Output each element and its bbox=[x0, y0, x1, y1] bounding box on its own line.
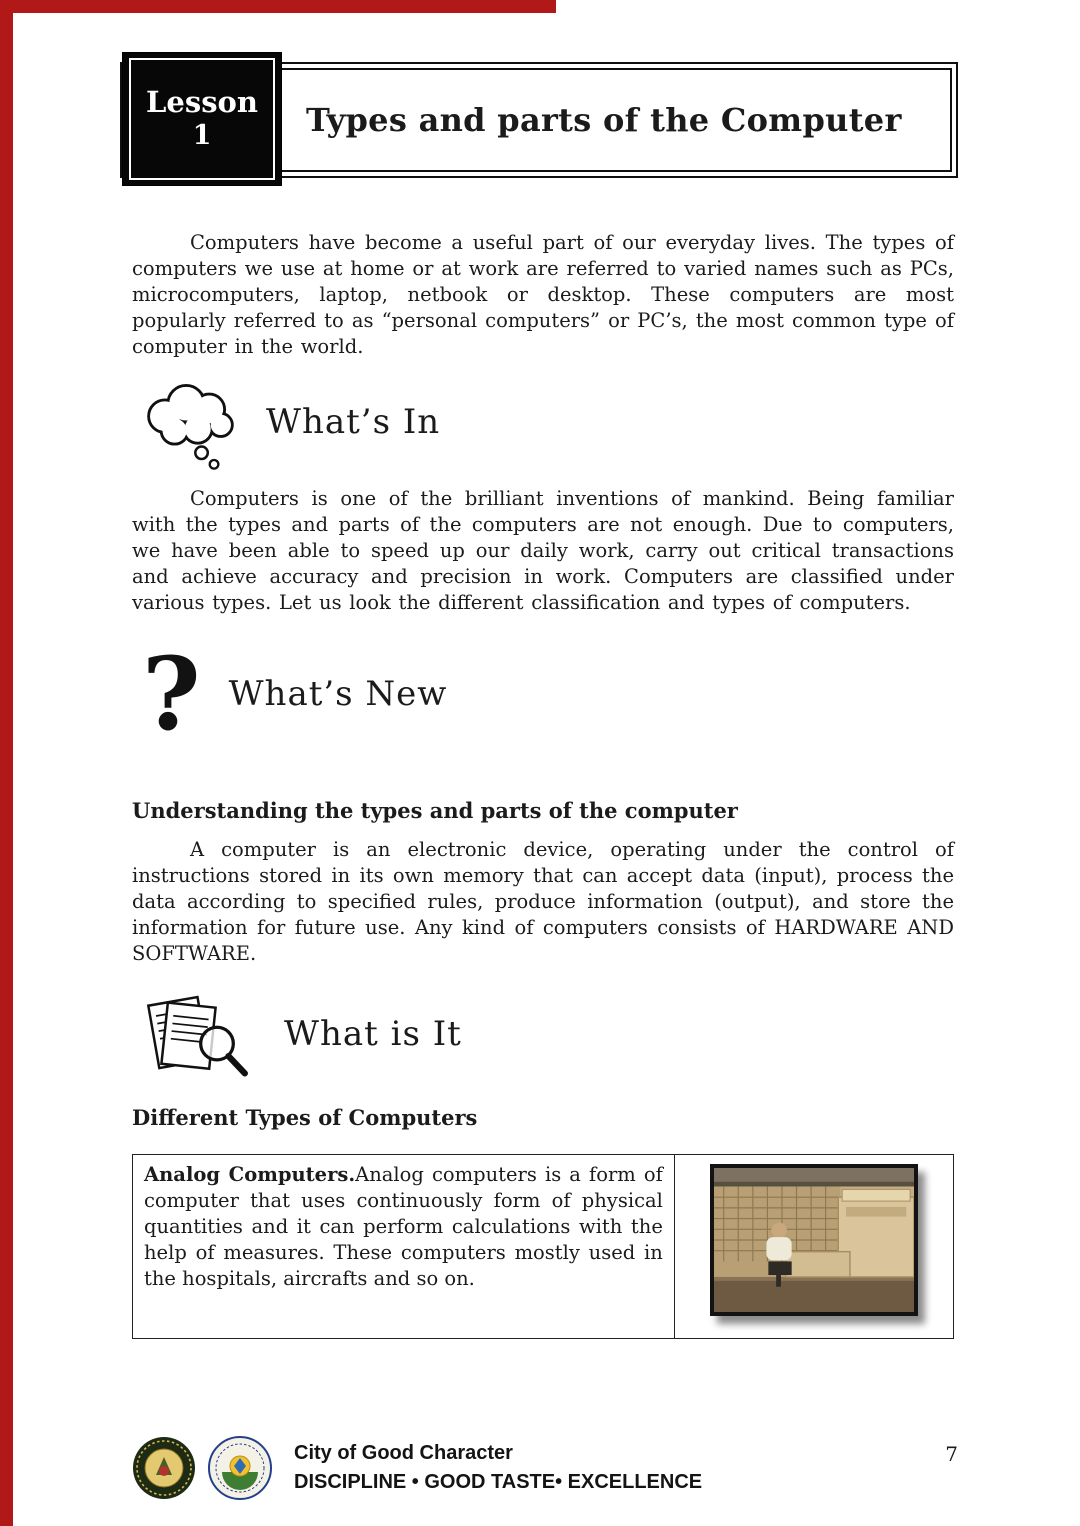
footer-line-2: DISCIPLINE • GOOD TASTE• EXCELLENCE bbox=[294, 1471, 703, 1493]
lesson-number-box bbox=[122, 52, 282, 186]
table-row-analog-computers bbox=[133, 1155, 954, 1339]
lesson-number: 1 bbox=[192, 120, 212, 152]
page-accent-left-bar bbox=[0, 0, 13, 1526]
analog-computers-text-cell bbox=[133, 1155, 675, 1339]
lesson-label: Lesson bbox=[146, 85, 258, 120]
subheading-different-types: Different Types of Computers bbox=[132, 1105, 478, 1131]
lesson-header bbox=[120, 52, 958, 186]
thought-cloud-icon bbox=[132, 372, 248, 472]
whats-in-paragraph: Computers is one of the brilliant inventions of mankind. Being familiar with the types and parts of the computers are not enough. Due to computers, we have been able to speed up our daily work, carry out critical transactions and achieve accuracy and precision in work. Computers are classified under various types. Let us look the different classification and types of computers. bbox=[132, 487, 954, 615]
analog-computer-photo bbox=[710, 1164, 918, 1316]
subheading-understanding-types: Understanding the types and parts of the computer bbox=[132, 798, 738, 824]
section-head-whats-new bbox=[132, 634, 954, 753]
page-number: 7 bbox=[945, 1442, 958, 1466]
footer-logos bbox=[132, 1436, 272, 1500]
search-documents-icon bbox=[130, 986, 256, 1082]
page-footer bbox=[132, 1436, 958, 1500]
section-heading-whats-in: What’s In bbox=[266, 402, 441, 443]
footer-line-1: City of Good Character bbox=[294, 1442, 513, 1464]
section-head-what-is-it bbox=[132, 985, 954, 1083]
page-title: Types and parts of the Computer bbox=[306, 101, 902, 139]
question-mark-icon: ? bbox=[142, 634, 201, 753]
types-table bbox=[132, 1154, 954, 1339]
city-seal-logo bbox=[208, 1436, 272, 1500]
section-heading-whats-new: What’s New bbox=[228, 674, 448, 715]
page-accent-top-bar bbox=[0, 0, 556, 13]
analog-computer-photo-image bbox=[714, 1168, 914, 1312]
section-heading-what-is-it: What is It bbox=[284, 1014, 462, 1055]
whats-new-paragraph: A computer is an electronic device, operating under the control of instructions stored in its own memory that can accept data (input), process the data according to specified rules, produce information (output), and store the information for future use. Any kind of computers consists of HARDWARE AND SOFTWARE. bbox=[132, 838, 954, 966]
type-term: Analog Computers. bbox=[144, 1163, 356, 1187]
intro-paragraph: Computers have become a useful part of our everyday lives. The types of computers we use at home or at work are referred to varied names such as PCs, microcomputers, laptop, netbook or desktop. These computers are most popularly referred to as “personal computers” or PC’s, the most common type of computer in the world. bbox=[132, 231, 954, 359]
section-head-whats-in bbox=[132, 372, 954, 472]
analog-computers-photo-cell bbox=[674, 1155, 953, 1339]
division-seal-logo bbox=[132, 1436, 196, 1500]
type-description: Analog computers is a form of computer that uses continuously form of physical quantities and it can perform calculations with the help of measures. These computers mostly used in the hospitals, aircrafts and so on. bbox=[144, 1163, 663, 1291]
footer-motto bbox=[294, 1439, 702, 1497]
lesson-number-box-inner bbox=[129, 58, 275, 180]
photo-wrapper bbox=[675, 1155, 953, 1325]
